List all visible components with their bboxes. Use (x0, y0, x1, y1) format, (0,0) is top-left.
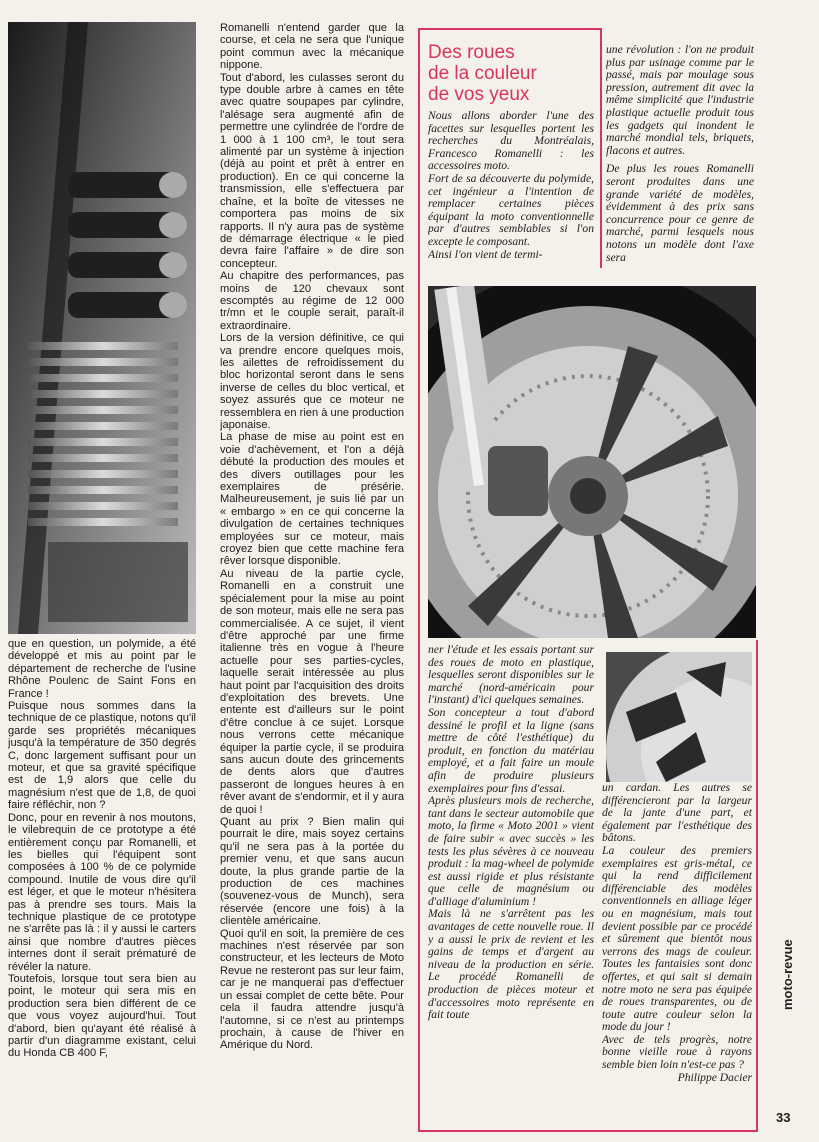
sidebar-title-line: de la couleur (428, 63, 537, 84)
paragraph: Son concepteur a tout d'abord dessiné le profil et la ligne (sans mettre de côté l'esthétique) du produit, en fonction du matériau employé, et a fait faire un moule afin de produire plusieurs exemplaires pour fins d'essai. (428, 705, 594, 795)
paragraph: Toutefois, lorsque tout sera bien au point, le moteur qui sera mis en production sera bien différent de ce que vous voyez aujourd'hui. Tout d'abord, bien qu'ayant été réalisé à partir d'un diagramme existant, celui du Honda CB 400 F, (8, 972, 196, 1060)
article-column-middle (220, 22, 404, 1132)
page-number: 33 (776, 1110, 791, 1125)
sidebar-title (428, 42, 598, 105)
paragraph: Quoi qu'il en soit, la première de ces machines n'est réservée par son constructeur, et les lecteurs de Moto Revue ne resteront pas sur leur faim, car je ne manquerai pas d'effectuer un essai complet de cette bête. Pour cela il faudra attendre jusqu'à l'automne, si ce n'est au printemps prochain, à cause de l'hiver en Amérique du Nord. (220, 927, 404, 1052)
paragraph: Lors de la version définitive, ce qui va prendre encore quelques mois, les ailettes de refroidissement du bloc horizontal seront dans le sens inverse de celles du bloc vertical, et soyez assurés que ce moteur ne ressemblera en rien à une production japonaise. (220, 332, 404, 431)
sidebar-border-right-lower (756, 640, 758, 1132)
paragraph: Romanelli n'entend garder que la course, et cela ne sera que l'unique point commun avec la mécanique nippone. (220, 22, 404, 72)
sidebar-border-right (600, 28, 602, 268)
sidebar-title-line: de vos yeux (428, 84, 530, 105)
engine-illustration (8, 22, 196, 634)
paragraph: Au niveau de la partie cycle, Romanelli en a construit une spécialement pour la mise au point de son moteur, mais elle ne sera pas commercialisée. A ce sujet, il vient d'être approché par une firme italienne très en vogue à l'heure actuelle pour ses parties-cycles, laquelle serait intéressée au plus haut point par l'acquisition des droits d'exploitation des brevets. Une entente est d'ailleurs sur le point d'être conclue à ce sujet. Lorsque nous verrons cette mécanique équiper la partie cycle, il se produira sans aucun doute des grincements de dents alors que d'autres passeront de longues heures à en rêver avant de s'endormir, et il y aura de quoi ! (220, 567, 404, 816)
paragraph: Au chapitre des performances, pas moins de 120 chevaux sont escomptés au régime de 12 000 tr/mn et le couple serait, paraît-il extraordinaire. (220, 270, 404, 332)
magazine-name: moto-revue (780, 939, 795, 1010)
paragraph: La couleur des premiers exemplaires est gris-métal, ce qui la rend difficilement différenciable des modèles conventionnels en alliage léger ou en magnésium, mais tout devient possible par ce procédé et sûrement que bientôt nous verrons des mags de couleur. Toutes les fantaisies sont donc offertes, et qui sait si demain notre moto ne sera pas équipée de roues transparentes, ou de toute autre couleur selon la mode du jour ! (602, 843, 752, 1034)
author-signature: Philippe Dacier (677, 1070, 752, 1084)
paragraph: Après plusieurs mois de recherche, tant dans le secteur automobile que moto, la firme « Moto 2001 » vient de faire subir « avec succès » les tests les plus sévères à ce nouveau produit : la mag-wheel de polymide est aussi rigide et plus résistante que celle de magnésium ou d'alliage d'aluminium ! (428, 794, 594, 908)
sidebar-border-bottom (418, 1130, 758, 1132)
engine-photo (8, 22, 196, 634)
paragraph: Avec de tels progrès, notre bonne vieille roue à rayons semble bien loin n'est-ce pas ? (602, 1032, 752, 1072)
paragraph: Puisque nous sommes dans la technique de ce plastique, notons qu'il garde ses propriétés mécaniques jusqu'à la température de 350 degrés C, donc largement suffisant pour un moteur, et que sa gravité spécifique est de 1,9 alors que celle du magnésium n'est que de 1,8, de quoi faire réfléchir, non ? (8, 700, 196, 812)
paragraph: que en question, un polymide, a été développé et mis au point par le département de recherche de l'usine Rhône Poulenc de Saint Fons en France ! (8, 638, 196, 700)
paragraph: Fort de sa découverte du polymide, cet ingénieur a l'intention de remplacer certaines pièces équipant la moto conventionnelle par d'autres semblables si l'on excepte le composant. (428, 171, 594, 248)
paragraph: La phase de mise au point est en voie d'achèvement, et l'on a déjà débuté la production des moules et des divers outillages pour les exemplaires de présérie. Malheureusement, je suis lié par un « embargo » en ce qui concerne la divulgation de certaines techniques employées sur ce moteur, mais croyez bien que cette machine fera rêver lorsque disponible. (220, 431, 404, 568)
paragraph: un cardan. Les autres se différencieront par la largeur de la jante d'une part, et également par l'esthétique des bâtons. (602, 782, 752, 845)
paragraph: Mais là ne s'arrêtent pas les avantages de cette nouvelle roue. Il y a aussi le prix de revient et les gains de temps et d'argent au niveau de la production en série. Le procédé Romanelli de production de pièces moteur et d'accessoires moto représente en fait toute (428, 907, 594, 1022)
sidebar-border-left (418, 28, 420, 1132)
paragraph: Donc, pour en revenir à nos moutons, le vilebrequin de ce prototype a été entièrement conçu par Romanelli, et les bielles qui l'équipent sont composées à 100 % de ce polymide compound. Inutile de vous dire qu'il est léger, et que le moteur n'hésitera pas à prendre ses tours. Mais la technique plastique de ce prototype ne s'arrête pas là : il y aussi le carters ainsi que nombre d'autres pièces internes dont il serait prématuré de révéler la nature. (8, 811, 196, 973)
paragraph: une révolution : l'on ne produit plus par usinage comme par le passé, mais par moulage sous pression, autrement dit avec la même simplicité que l'industrie plastique actuelle produit tous les gadgets qui inondent le marché mondial tels, briquets, flacons et autres. (606, 44, 754, 157)
paragraph: Ainsi l'on vient de termi- (428, 247, 543, 261)
wheel-photo (428, 286, 756, 638)
paragraph: Quant au prix ? Bien malin qui pourrait le dire, mais soyez certains qu'il ne sera pas à la portée du premier venu, et que sans aucun doute, la plus grande partie de la production de ces machines (souvenez-vous de Munch), sera réservée (encore une fois) à la clientèle américaine. (220, 816, 404, 928)
wheel-illustration (428, 286, 756, 638)
wheel-detail-illustration (606, 652, 752, 782)
sidebar-column-a-top (428, 110, 594, 276)
paragraph: Nous allons aborder l'une des facettes sur lesquelles portent les recherches du Montréalais, Francesco Romanelli : les accessoires moto. (428, 110, 594, 173)
article-column-left (8, 638, 196, 1130)
sidebar-border-top (418, 28, 602, 30)
sidebar-column-b-top (606, 44, 754, 276)
wheel-detail-photo (606, 652, 752, 782)
sidebar-column-a-bottom (428, 644, 594, 1128)
paragraph: Tout d'abord, les culasses seront du type double arbre à cames en tête avec quatre soupapes par cylindre, l'alésage sera augmenté afin de permettre une cylindrée de l'ordre de 1 000 à 1 100 cm³, le tout sera alimenté par un système à injection (déjà au point et prêt à entrer en production). En ce qui concerne la transmission, elle s'effectuera par chaîne, et la boîte de vitesses ne comportera pas moins de six rapports. Il n'y aura pas de système de démarrage électrique « le pied devra faire l'affaire » de dire son concepteur. (220, 71, 404, 270)
sidebar-title-line: Des roues (428, 42, 515, 63)
paragraph: ner l'étude et les essais portant sur des roues de moto en plastique, lesquelles seront disponibles sur le marché (nord-américain pour l'instant) d'ici quelques semaines. (428, 644, 594, 707)
sidebar-column-b-bottom (602, 782, 752, 1128)
paragraph: De plus les roues Romanelli seront produites dans une grande variété de modèles, évidemment à des prix sans concurrence pour ce genre de marché, parmi lesquels nous notons un modèle dont l'axe sera (606, 162, 754, 264)
